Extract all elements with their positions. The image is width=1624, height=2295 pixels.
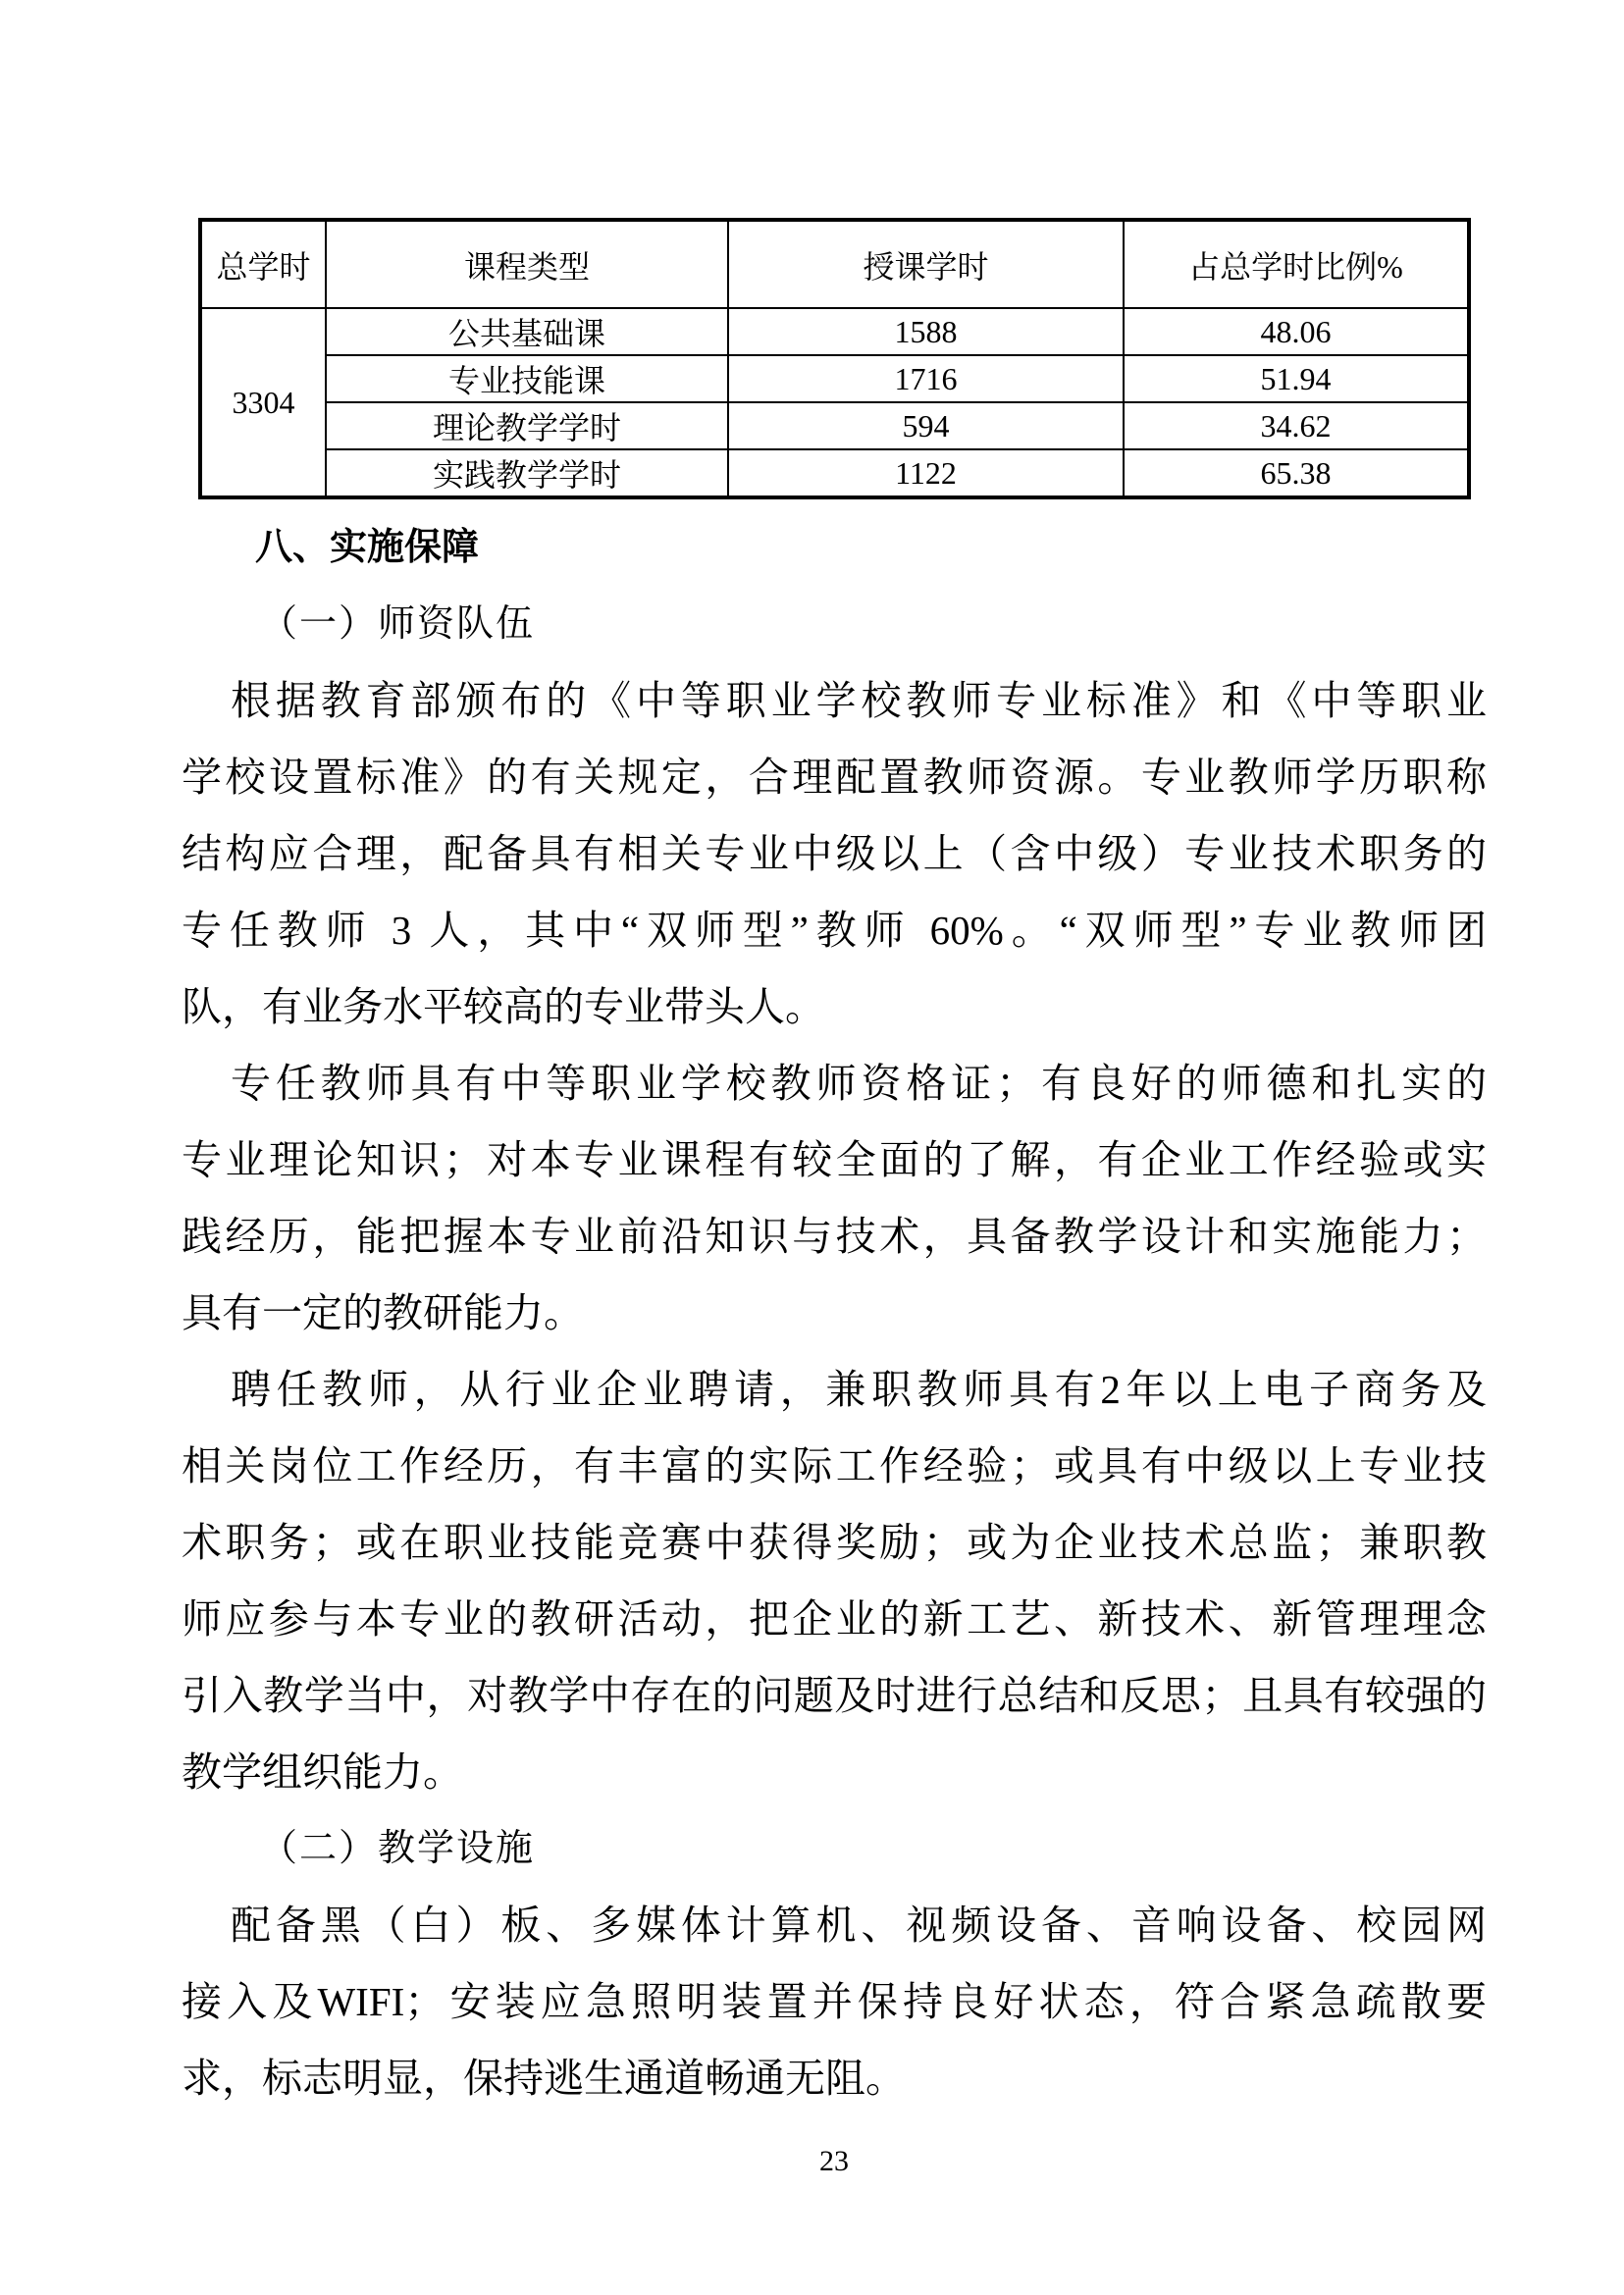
hours-cell: 1122 <box>728 449 1124 497</box>
hours-cell: 1716 <box>728 355 1124 402</box>
table-row <box>200 308 1469 355</box>
text-line: 根据教育部颁布的《中等职业学校教师专业标准》和《中等职业 <box>231 678 1487 723</box>
paragraph-teacher-config <box>182 662 1487 1045</box>
text-line: 教学组织能力。 <box>182 1749 463 1795</box>
table-row <box>200 402 1469 449</box>
text-line: 结构应合理，配备具有相关专业中级以上（含中级）专业技术职务的 <box>182 831 1487 876</box>
subsection-heading-teachers: （一）师资队伍 <box>260 603 536 645</box>
subsection-heading-facilities: （二）教学设施 <box>260 1828 536 1869</box>
course-type-cell: 专业技能课 <box>326 355 728 402</box>
course-type-cell: 实践教学学时 <box>326 449 728 497</box>
paragraph-facilities <box>182 1887 1487 2116</box>
percent-cell: 34.62 <box>1124 402 1469 449</box>
text-line: 聘任教师，从行业企业聘请，兼职教师具有2年以上电子商务及 <box>231 1367 1487 1412</box>
course-type-cell: 理论教学学时 <box>326 402 728 449</box>
table-row <box>200 449 1469 497</box>
percent-cell: 65.38 <box>1124 449 1469 497</box>
hours-cell: 1588 <box>728 308 1124 355</box>
text-line: 专业理论知识；对本专业课程有较全面的了解，有企业工作经验或实 <box>182 1137 1487 1182</box>
text-line: 配备黑（白）板、多媒体计算机、视频设备、音响设备、校园网 <box>231 1903 1487 1948</box>
text-line: 接入及WIFI；安装应急照明装置并保持良好状态，符合紧急疏散要 <box>182 1979 1487 2024</box>
percent-cell: 48.06 <box>1124 308 1469 355</box>
hours-cell: 594 <box>728 402 1124 449</box>
col-header-percent: 占总学时比例% <box>1124 220 1469 308</box>
text-line: 相关岗位工作经历，有丰富的实际工作经验；或具有中级以上专业技 <box>182 1443 1487 1488</box>
table-row <box>200 355 1469 402</box>
percent-cell: 51.94 <box>1124 355 1469 402</box>
col-header-course-type: 课程类型 <box>326 220 728 308</box>
paragraph-parttime-teachers <box>182 1351 1487 1810</box>
text-line: 术职务；或在职业技能竞赛中获得奖励；或为企业技术总监；兼职教 <box>182 1520 1487 1565</box>
course-hours-table <box>198 218 1471 499</box>
text-line: 践经历，能把握本专业前沿知识与技术，具备教学设计和实施能力； <box>182 1214 1487 1259</box>
text-line: 队，有业务水平较高的专业带头人。 <box>182 984 825 1029</box>
course-type-cell: 公共基础课 <box>326 308 728 355</box>
document-body <box>182 509 1487 2181</box>
text-line: 具有一定的教研能力。 <box>182 1290 584 1335</box>
text-line: 求，标志明显，保持逃生通道畅通无阻。 <box>182 2056 906 2101</box>
table-header-row <box>200 220 1469 308</box>
text-line: 专任教师 3 人，其中“双师型”教师 60%。“双师型”专业教师团 <box>182 908 1487 953</box>
col-header-teaching-hours: 授课学时 <box>728 220 1124 308</box>
col-header-total-hours: 总学时 <box>200 220 326 308</box>
section-heading-implementation: 八、实施保障 <box>255 527 480 568</box>
page-number: 23 <box>819 2145 849 2177</box>
text-line: 专任教师具有中等职业学校教师资格证；有良好的师德和扎实的 <box>231 1061 1487 1106</box>
text-line: 学校设置标准》的有关规定，合理配置教师资源。专业教师学历职称 <box>182 755 1487 800</box>
text-line: 师应参与本专业的教研活动，把企业的新工艺、新技术、新管理理念 <box>182 1596 1487 1642</box>
paragraph-fulltime-teachers <box>182 1045 1487 1351</box>
text-line: 引入教学当中，对教学中存在的问题及时进行总结和反思；且具有较强的 <box>182 1673 1487 1718</box>
total-hours-cell: 3304 <box>200 308 326 497</box>
